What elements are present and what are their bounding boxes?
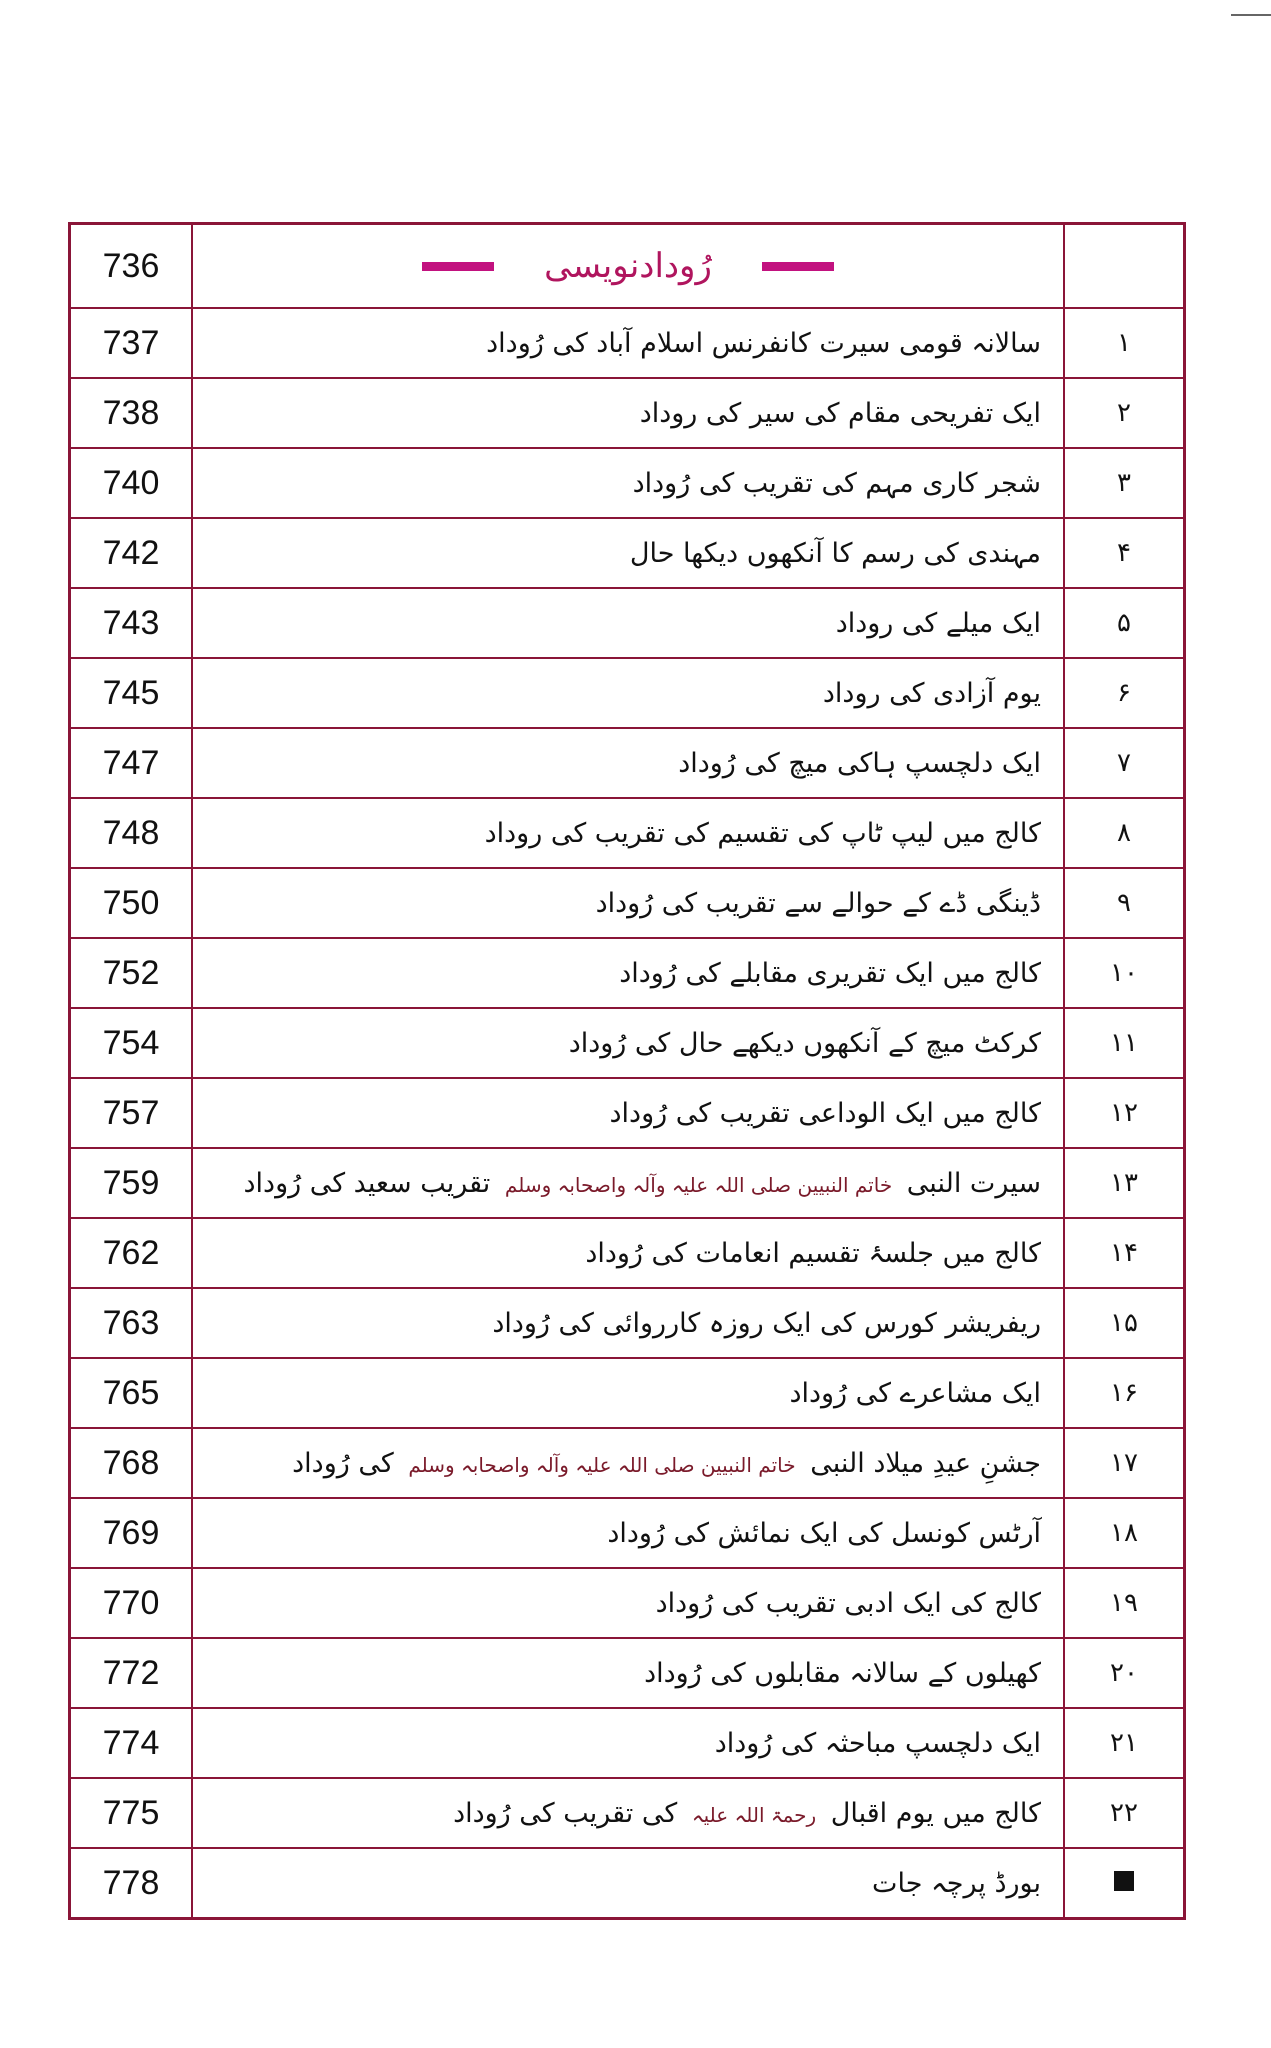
entry-title[interactable]: سالانہ قومی سیرت کانفرنس اسلام آباد کی رُوداد	[192, 308, 1064, 378]
page-number: 757	[70, 1078, 193, 1148]
entry-number: ۱۲	[1064, 1078, 1185, 1148]
page-number: 768	[70, 1428, 193, 1498]
table-row[interactable]	[70, 1148, 1185, 1218]
table-row[interactable]	[70, 378, 1185, 448]
entry-number: ۲۱	[1064, 1708, 1185, 1778]
table-row[interactable]	[70, 1568, 1185, 1638]
table-row[interactable]	[70, 728, 1185, 798]
section-title: رُودادنویسی	[544, 246, 712, 286]
entry-title[interactable]: بورڈ پرچہ جات	[192, 1848, 1064, 1919]
entry-title-start: جشنِ عیدِ میلاد النبی	[810, 1447, 1041, 1479]
page-number: 754	[70, 1008, 193, 1078]
square-bullet-cell	[1064, 1848, 1185, 1919]
entry-number: ۱۸	[1064, 1498, 1185, 1568]
entry-title[interactable]: یوم آزادی کی روداد	[192, 658, 1064, 728]
entry-title[interactable]: ڈینگی ڈے کے حوالے سے تقریب کی رُوداد	[192, 868, 1064, 938]
entry-number: ۳	[1064, 448, 1185, 518]
page-number: 748	[70, 798, 193, 868]
entry-title[interactable]: شجر کاری مہم کی تقریب کی رُوداد	[192, 448, 1064, 518]
entry-number: ۱۳	[1064, 1148, 1185, 1218]
entry-number: ۱۶	[1064, 1358, 1185, 1428]
entry-title[interactable]: کالج میں لیپ ٹاپ کی تقسیم کی تقریب کی روداد	[192, 798, 1064, 868]
entry-number: ۱۴	[1064, 1218, 1185, 1288]
table-row[interactable]	[70, 1008, 1185, 1078]
entry-title[interactable]: کالج کی ایک ادبی تقریب کی رُوداد	[192, 1568, 1064, 1638]
table-row[interactable]	[70, 1498, 1185, 1568]
entry-number: ۱۵	[1064, 1288, 1185, 1358]
entry-number: ۶	[1064, 658, 1185, 728]
page-number: 738	[70, 378, 193, 448]
page-number: 774	[70, 1708, 193, 1778]
page-number: 750	[70, 868, 193, 938]
page-edge-mark	[1231, 0, 1271, 16]
section-page-number: 736	[70, 224, 193, 309]
entry-number: ۱۱	[1064, 1008, 1185, 1078]
table-row[interactable]	[70, 1358, 1185, 1428]
entry-number: ۵	[1064, 588, 1185, 658]
entry-number: ۲	[1064, 378, 1185, 448]
entry-title[interactable]	[192, 1148, 1064, 1218]
entry-number: ۱	[1064, 308, 1185, 378]
table-of-contents	[68, 222, 1186, 1920]
table-row[interactable]	[70, 1218, 1185, 1288]
page-number: 762	[70, 1218, 193, 1288]
entry-title[interactable]	[192, 1778, 1064, 1848]
table-row[interactable]	[70, 588, 1185, 658]
entry-title-start: سیرت النبی	[906, 1167, 1041, 1199]
entry-number: ۲۰	[1064, 1638, 1185, 1708]
entry-number: ۹	[1064, 868, 1185, 938]
page-number: 752	[70, 938, 193, 1008]
entry-title[interactable]: کرکٹ میچ کے آنکھوں دیکھے حال کی رُوداد	[192, 1008, 1064, 1078]
honorific-calligraphy: خاتم النبیین صلی اللہ علیہ وآلہ واصحابہ وسلم	[504, 1172, 893, 1197]
entry-number: ۱۷	[1064, 1428, 1185, 1498]
entry-title[interactable]: آرٹس کونسل کی ایک نمائش کی رُوداد	[192, 1498, 1064, 1568]
page-number: 775	[70, 1778, 193, 1848]
table-row[interactable]	[70, 1708, 1185, 1778]
table-row-final[interactable]	[70, 1848, 1185, 1919]
entry-title-end: کی رُوداد	[292, 1447, 394, 1479]
table-row[interactable]	[70, 1428, 1185, 1498]
entry-title[interactable]: مہندی کی رسم کا آنکھوں دیکھا حال	[192, 518, 1064, 588]
page-number: 772	[70, 1638, 193, 1708]
table-row[interactable]	[70, 518, 1185, 588]
honorific-calligraphy: خاتم النبیین صلی اللہ علیہ وآلہ واصحابہ وسلم	[408, 1452, 796, 1477]
entry-title[interactable]: کھیلوں کے سالانہ مقابلوں کی رُوداد	[192, 1638, 1064, 1708]
entry-title[interactable]: ایک تفریحی مقام کی سیر کی روداد	[192, 378, 1064, 448]
section-header-row	[70, 224, 1185, 309]
entry-number: ۷	[1064, 728, 1185, 798]
table-row[interactable]	[70, 1078, 1185, 1148]
page-number: 747	[70, 728, 193, 798]
honorific-calligraphy: رحمۃ اللہ علیہ	[691, 1802, 817, 1827]
entry-number: ۸	[1064, 798, 1185, 868]
page-number: 770	[70, 1568, 193, 1638]
decorative-dash-left	[422, 262, 494, 271]
entry-title-end: تقریب سعید کی رُوداد	[243, 1167, 491, 1199]
entry-number: ۱۹	[1064, 1568, 1185, 1638]
page-number: 778	[70, 1848, 193, 1919]
table-row[interactable]	[70, 798, 1185, 868]
entry-title[interactable]	[192, 1428, 1064, 1498]
table-row[interactable]	[70, 1778, 1185, 1848]
table-row[interactable]	[70, 448, 1185, 518]
page-number: 742	[70, 518, 193, 588]
entry-title[interactable]: کالج میں ایک الوداعی تقریب کی رُوداد	[192, 1078, 1064, 1148]
page-number: 763	[70, 1288, 193, 1358]
table-row[interactable]	[70, 1638, 1185, 1708]
section-title-cell	[192, 224, 1064, 309]
entry-title[interactable]: ریفریشر کورس کی ایک روزہ کارروائی کی رُوداد	[192, 1288, 1064, 1358]
entry-title[interactable]: ایک مشاعرے کی رُوداد	[192, 1358, 1064, 1428]
entry-title[interactable]: ایک میلے کی روداد	[192, 588, 1064, 658]
entry-number: ۱۰	[1064, 938, 1185, 1008]
page-number: 759	[70, 1148, 193, 1218]
entry-title[interactable]: کالج میں جلسۂ تقسیم انعامات کی رُوداد	[192, 1218, 1064, 1288]
table-row[interactable]	[70, 868, 1185, 938]
decorative-dash-right	[762, 262, 834, 271]
entry-title-end: کی تقریب کی رُوداد	[453, 1797, 678, 1829]
table-row[interactable]	[70, 938, 1185, 1008]
entry-title[interactable]: ایک دلچسپ ہاکی میچ کی رُوداد	[192, 728, 1064, 798]
page-number: 740	[70, 448, 193, 518]
entry-title[interactable]: ایک دلچسپ مباحثہ کی رُوداد	[192, 1708, 1064, 1778]
page-number: 745	[70, 658, 193, 728]
entry-title-start: کالج میں یوم اقبال	[830, 1797, 1041, 1829]
table-row[interactable]	[70, 1288, 1185, 1358]
entry-number: ۴	[1064, 518, 1185, 588]
table-row[interactable]	[70, 658, 1185, 728]
page-number: 769	[70, 1498, 193, 1568]
table-row[interactable]	[70, 308, 1185, 378]
section-number-cell	[1064, 224, 1185, 309]
page-number: 743	[70, 588, 193, 658]
page-number: 765	[70, 1358, 193, 1428]
entry-title[interactable]: کالج میں ایک تقریری مقابلے کی رُوداد	[192, 938, 1064, 1008]
entry-number: ۲۲	[1064, 1778, 1185, 1848]
square-bullet-icon	[1114, 1871, 1134, 1891]
page-number: 737	[70, 308, 193, 378]
